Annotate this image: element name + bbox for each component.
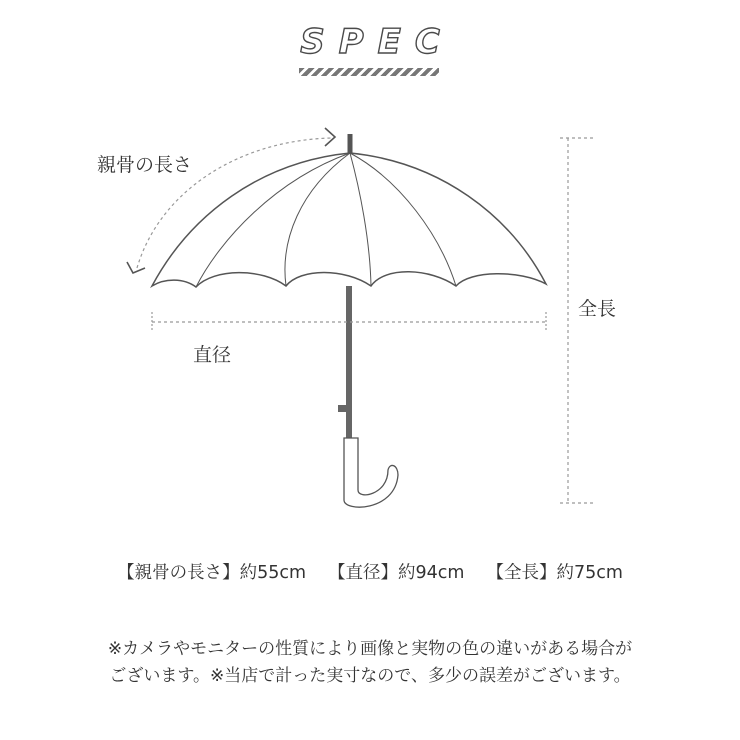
spec-total-value: 約75cm bbox=[556, 563, 623, 583]
diameter-label: 直径 bbox=[193, 344, 232, 366]
umbrella-canopy bbox=[152, 153, 546, 287]
spec-total-label: 【全長】 bbox=[486, 563, 557, 583]
note-line-1: ※カメラやモニターの性質により画像と実物の色の違いがある場合が bbox=[107, 639, 633, 659]
rib-length-label: 親骨の長さ bbox=[97, 154, 193, 176]
spec-values-line bbox=[0, 559, 740, 584]
rib-arrow-head-top bbox=[325, 128, 335, 146]
umbrella-tip bbox=[348, 134, 353, 154]
spec-title: SPEC bbox=[300, 22, 454, 62]
note-line-2: ございます。※当店で計った実寸なので、多少の誤差がございます。 bbox=[109, 666, 631, 686]
total-length-label: 全長 bbox=[578, 298, 617, 320]
rib-arrow-head-bottom bbox=[127, 262, 145, 273]
spec-rib-value: 約55cm bbox=[239, 563, 307, 583]
spec-rib-label: 【親骨の長さ】 bbox=[117, 563, 240, 583]
umbrella-handle bbox=[344, 438, 398, 507]
umbrella-slider-button bbox=[338, 405, 347, 412]
umbrella-shaft bbox=[346, 286, 352, 438]
spec-diameter-label: 【直径】 bbox=[328, 563, 399, 583]
spec-diameter-value: 約94cm bbox=[398, 563, 465, 583]
